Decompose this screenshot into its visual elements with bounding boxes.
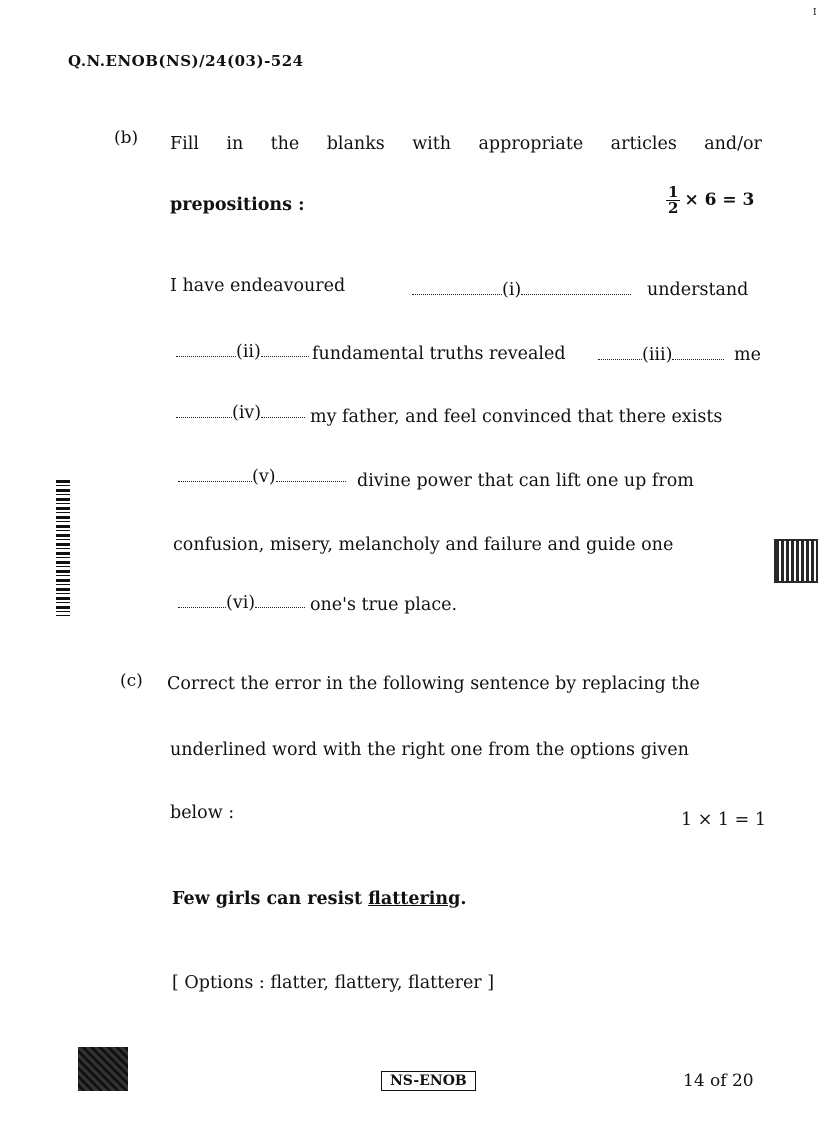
passage-line-5: confusion, misery, melancholy and failure and guide one [173,535,674,555]
instruction-word: and/or [704,134,762,154]
blank-number: (i) [502,280,522,300]
underlined-word: flattering [368,889,461,909]
sentence-end: . [460,889,467,909]
passage-line-1-start: I have endeavoured [170,276,346,296]
blank-v [178,467,346,487]
passage-line-6-end: one's true place. [310,595,458,615]
marks-rest: × 6 = 3 [684,190,755,210]
blank-iv [176,403,305,423]
marks-fraction [666,185,680,216]
section-b-instruction-line1 [170,134,762,154]
instruction-word: the [270,134,300,154]
passage-line-2-mid: fundamental truths revealed [312,344,566,364]
instruction-word: in [226,134,244,154]
marks-fraction-numerator: 1 [668,183,679,201]
blank-number: (iv) [232,403,262,423]
instruction-word: Fill [170,134,199,154]
page-corner-mark: I [813,8,817,18]
section-c-label: (c) [120,671,143,691]
scan-stamp-image [78,1047,128,1091]
section-c-line-1: Correct the error in the following sentence by replacing the [167,674,700,694]
blank-ii [176,342,309,362]
instruction-word: with [412,134,452,154]
section-b-label: (b) [114,128,139,148]
passage-line-3-end: my father, and feel convinced that there exists [310,407,723,427]
paper-code-box: NS-ENOB [381,1071,476,1091]
instruction-word: appropriate [478,134,584,154]
sentence-start: Few girls can resist [172,889,363,909]
blank-number: (iii) [642,345,673,365]
instruction-word: blanks [326,134,385,154]
section-c-line-3: below : [170,803,235,823]
barcode-image [56,480,70,616]
options-list: [ Options : flatter, flattery, flatterer ] [172,973,495,993]
section-c-line-2: underlined word with the right one from the options given [170,740,689,760]
page-number: 14 of 20 [683,1071,754,1091]
instruction-word: articles [610,134,677,154]
blank-i [412,280,631,300]
blank-number: (v) [252,467,276,487]
blank-number: (vi) [226,593,256,613]
question-code: Q.N.ENOB(NS)/24(03)-524 [68,52,304,70]
qr-code-image [776,541,816,581]
section-b-marks [666,185,754,216]
blank-number: (ii) [236,342,261,362]
blank-iii [598,345,724,365]
passage-line-2-end: me [734,345,761,365]
error-sentence [172,889,466,909]
section-c-marks: 1 × 1 = 1 [681,810,766,830]
blank-vi [178,593,305,613]
section-b-instruction-line2: prepositions : [170,195,305,215]
marks-fraction-denominator: 2 [668,199,679,217]
passage-line-4-end: divine power that can lift one up from [357,471,694,491]
passage-line-1-end: understand [647,280,749,300]
